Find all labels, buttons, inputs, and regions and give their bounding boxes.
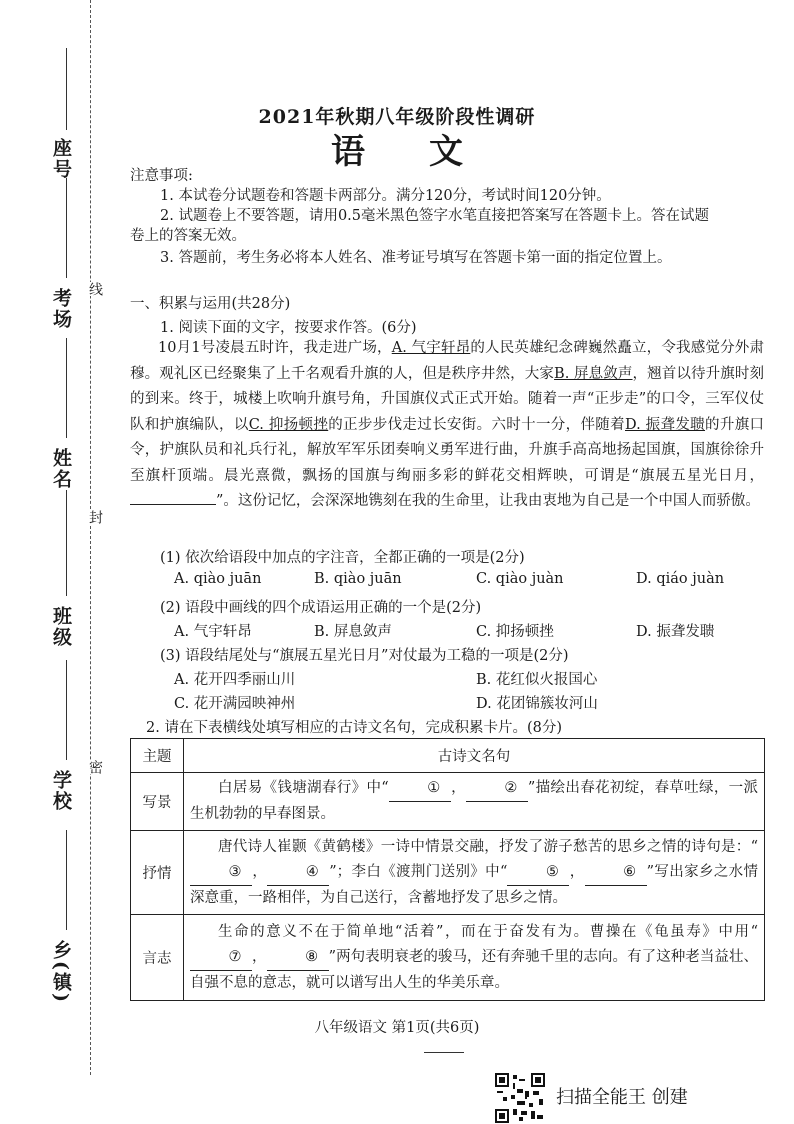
row-ambition: 生命的意义不在于简单地“活着”，而在于奋发有为。曹操在《龟虽寿》中用“⑦ ， ⑧ ”两句表明衰老的骏马，还有奔驰千里的志向。有了这种老当益壮、自强不息的意志，就可以谱写出人生的华美乐章。 (184, 915, 765, 1001)
table-header-lines: 古诗文名句 (184, 739, 765, 773)
row-emotion: 唐代诗人崔颢《黄鹤楼》一诗中情景交融，抒发了游子愁苦的思乡之情的诗句是：“③ ， ④ ”；李白《渡荆门送别》中“ ⑤ ， ⑥ ”写出家乡之水情深意重，一路相伴，为自己送行，含蓄地抒发了思乡之情。 (184, 831, 765, 915)
cut-mark-line: 线 (87, 282, 103, 296)
idiom-a: A. 气宇轩昂 (391, 340, 471, 356)
sub2-option-c: C. 抑扬顿挫 (476, 624, 554, 640)
theme-ambition: 言志 (131, 915, 184, 1001)
school-blank (66, 660, 67, 760)
town-label: 乡(镇) (50, 940, 72, 1004)
blank-8[interactable]: ⑧ (267, 945, 329, 971)
reading-passage: 10月1号凌晨五时许，我走进广场，A. 气宇轩昂的人民英雄纪念碑巍然矗立，令我感觉分外肃穆。观礼区已经聚集了上千名观看升旗的人，但是秩序井然，大家B. 屏息敛声，翘首以待升旗时刻的到来。终于，城楼上吹响升旗号角，升国旗仪式正式开始。随着一声“正步走”的口令，三军仪仗队和护旗编队，以C. 抑扬顿挫的正步步伐走过长安街。六时十一分，伴随着D. 振聋发聩的升旗口令，护旗队员和礼兵行礼，解放军军乐团奏响义勇军进行曲，升旗手高高地扬起国旗，国旗徐徐升至旗杆顶端。晨光熹微，飘扬的国旗与绚丽多彩的鲜花交相辉映，可谓是“旗展五星光日月，”。这份记忆，会深深地镌刻在我的生命里，让我由衷地为自己是一个中国人而骄傲。 (130, 340, 765, 509)
exam-title: 2021年秋期八年级阶段性调研 (258, 106, 536, 128)
blank-2[interactable]: ② (466, 776, 528, 802)
notice-item-2: 2. 试题卷上不要答题，请用0.5毫米黑色签字水笔直接把答案写在答题卡上。答在试题 (160, 208, 710, 224)
sub1-option-c: C. qiào juàn (476, 571, 564, 587)
sub-question-1: (1) 依次给语段中加点的字注音，全都正确的一项是(2分) (160, 550, 525, 566)
blank-3[interactable]: ③ (190, 860, 252, 886)
name-blank (66, 338, 67, 438)
qr-code-icon (495, 1073, 545, 1123)
sub-question-3: (3) 语段结尾处与“旗展五星光日月”对仗最为工稳的一项是(2分) (160, 648, 569, 664)
idiom-d: D. 振聋发聩 (625, 416, 706, 433)
seat-number-label: 座号 (50, 138, 72, 180)
footer-rule (424, 1052, 464, 1053)
scanner-watermark: 扫描全能王 创建 (556, 1087, 688, 1108)
question-2-stem: 2. 请在下表横线处填写相应的古诗文名句，完成积累卡片。(8分) (146, 720, 562, 736)
exam-room-blank (66, 178, 67, 278)
name-label: 姓名 (50, 448, 72, 490)
sub2-option-b: B. 屏息敛声 (314, 624, 392, 640)
blank-1[interactable]: ① (389, 776, 451, 802)
sub1-option-d: D. qiáo juàn (636, 571, 725, 587)
cut-mark-secret: 密 (87, 760, 103, 774)
section-heading: 一、积累与运用(共28分) (130, 296, 291, 312)
theme-emotion: 抒情 (131, 831, 184, 915)
sub3-option-b: B. 花红似火报国心 (476, 672, 598, 688)
sub3-option-d: D. 花团锦簇妆河山 (476, 696, 598, 712)
notice-item-3: 3. 答题前，考生务必将本人姓名、准考证号填写在答题卡第一面的指定位置上。 (160, 250, 672, 266)
sub3-option-c: C. 花开满园映神州 (174, 696, 296, 712)
question-1-stem: 1. 阅读下面的文字，按要求作答。(6分) (160, 320, 417, 336)
blank-5[interactable]: ⑤ (507, 860, 569, 886)
sub2-option-a: A. 气宇轩昂 (174, 624, 252, 640)
sub1-option-a: A. qiào juān (174, 571, 262, 587)
town-blank (66, 830, 67, 930)
poetry-card-table (130, 738, 765, 1001)
notice-item-1: 1. 本试卷分试题卷和答题卡两部分。满分120分，考试时间120分钟。 (160, 188, 611, 204)
table-header-theme: 主题 (131, 739, 184, 773)
subject-title: 语文 (331, 132, 527, 172)
sub1-option-b: B. qiào juān (314, 571, 402, 587)
page-footer: 八年级语文 第1页(共6页) (314, 1020, 480, 1036)
sub3-option-a: A. 花开四季丽山川 (174, 672, 296, 688)
theme-scenery: 写景 (131, 773, 184, 831)
idiom-b: B. 屏息敛声 (554, 365, 633, 382)
row-scenery: 白居易《钱塘湖春行》中“ ① ， ② ”描绘出春花初绽，春草吐绿，一派生机勃勃的早春图景。 (184, 773, 765, 831)
school-label: 学校 (50, 770, 72, 812)
blank-4[interactable]: ④ (267, 860, 329, 886)
idiom-c: C. 抑扬顿挫 (248, 416, 329, 433)
cut-mark-seal: 封 (87, 510, 103, 524)
couplet-blank (130, 490, 216, 505)
sub-question-2: (2) 语段中画线的四个成语运用正确的一个是(2分) (160, 600, 482, 616)
blank-7[interactable]: ⑦ (190, 945, 252, 971)
sub2-option-d: D. 振聋发聩 (636, 624, 715, 640)
class-label: 班级 (50, 606, 72, 648)
exam-room-label: 考场 (50, 288, 72, 330)
blank-6[interactable]: ⑥ (585, 860, 647, 886)
class-blank (66, 490, 67, 596)
notice-heading: 注意事项: (130, 168, 193, 184)
notice-item-2-cont: 卷上的答案无效。 (130, 228, 246, 244)
